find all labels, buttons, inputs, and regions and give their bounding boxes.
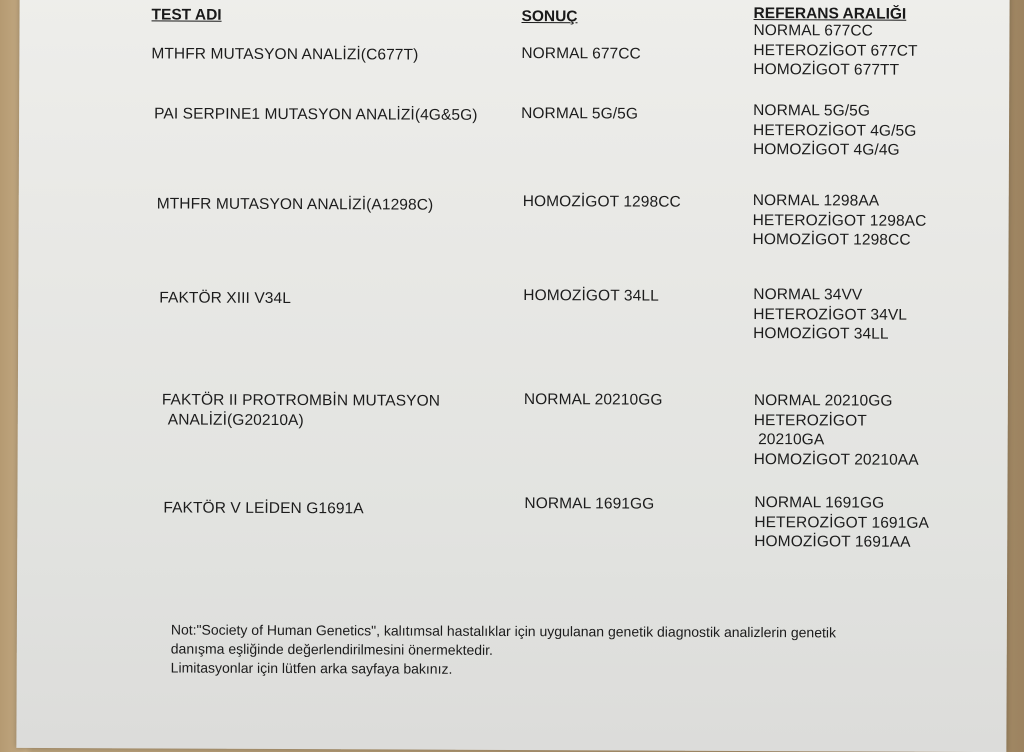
result-faktor-ii: NORMAL 20210GG [523, 391, 663, 409]
footnote-line-1: Not:"Society of Human Genetics", kalıtımsal hastalıklar için uygulanan genetik diagnostik analizlerin genetik [170, 621, 837, 641]
test-name-pai-serpine1: PAI SERPINE1 MUTASYON ANALİZİ(4G&5G) [154, 105, 478, 124]
reference-line: NORMAL 20210GG [753, 392, 893, 410]
test-name-faktor-ii [162, 390, 440, 430]
header-reference-range: REFERANS ARALIĞI [753, 5, 907, 23]
reference-line: HOMOZİGOT 677TT [753, 61, 900, 79]
header-test-name: TEST ADI [151, 6, 222, 24]
reference-line: HETEROZİGOT [753, 411, 867, 430]
reference-line: 20210GA [753, 431, 825, 449]
result-faktor-xiii: HOMOZİGOT 34LL [523, 287, 659, 305]
result-pai-serpine1: NORMAL 5G/5G [521, 105, 639, 123]
footnote-line-2: danışma eşliğinde değerlendirilmesini önermektedir. [170, 640, 493, 658]
reference-line: NORMAL 1691GG [754, 494, 885, 512]
test-name-mthfr-c677t: MTHFR MUTASYON ANALİZİ(C677T) [151, 45, 419, 64]
reference-faktor-xiii [753, 285, 907, 344]
reference-line: NORMAL 34VV [753, 286, 863, 304]
reference-faktor-v-leiden [754, 493, 929, 552]
reference-line: HOMOZİGOT 1691AA [754, 533, 911, 551]
reference-line: HOMOZİGOT 34LL [753, 325, 889, 343]
document-page [16, 0, 1009, 752]
test-name-faktor-xiii: FAKTÖR XIII V34L [159, 289, 292, 308]
reference-pai-serpine1 [753, 101, 917, 160]
reference-mthfr-c677t [753, 21, 917, 80]
result-mthfr-c677t: NORMAL 677CC [521, 45, 641, 63]
test-name-mthfr-a1298c: MTHFR MUTASYON ANALİZİ(A1298C) [156, 195, 434, 214]
reference-line: NORMAL 677CC [753, 22, 874, 40]
reference-line: HOMOZİGOT 20210AA [753, 450, 919, 469]
test-name-line: ANALİZİ(G20210A) [167, 410, 304, 429]
reference-line: HETEROZİGOT 4G/5G [753, 121, 917, 140]
reference-line: HOMOZİGOT 4G/4G [752, 141, 900, 159]
test-name-line: FAKTÖR II PROTROMBİN MUTASYON [161, 391, 441, 410]
reference-mthfr-a1298c [753, 191, 927, 250]
reference-line: NORMAL 1298AA [752, 192, 880, 210]
footnote [171, 621, 836, 681]
reference-line: HETEROZİGOT 1691GA [754, 513, 930, 532]
reference-line: HETEROZİGOT 677CT [753, 41, 918, 60]
header-result: SONUÇ [521, 8, 578, 26]
reference-line: HOMOZİGOT 1298CC [752, 231, 911, 249]
result-faktor-v-leiden: NORMAL 1691GG [524, 495, 655, 513]
reference-line: NORMAL 5G/5G [753, 102, 871, 120]
test-name-faktor-v-leiden: FAKTÖR V LEİDEN G1691A [163, 499, 364, 518]
reference-line: HETEROZİGOT 1298AC [752, 211, 927, 230]
reference-line: HETEROZİGOT 34VL [753, 305, 908, 324]
footnote-line-3: Limitasyonlar için lütfen arka sayfaya bakınız. [170, 659, 453, 677]
reference-faktor-ii [754, 391, 919, 470]
result-mthfr-a1298c: HOMOZİGOT 1298CC [522, 193, 681, 211]
